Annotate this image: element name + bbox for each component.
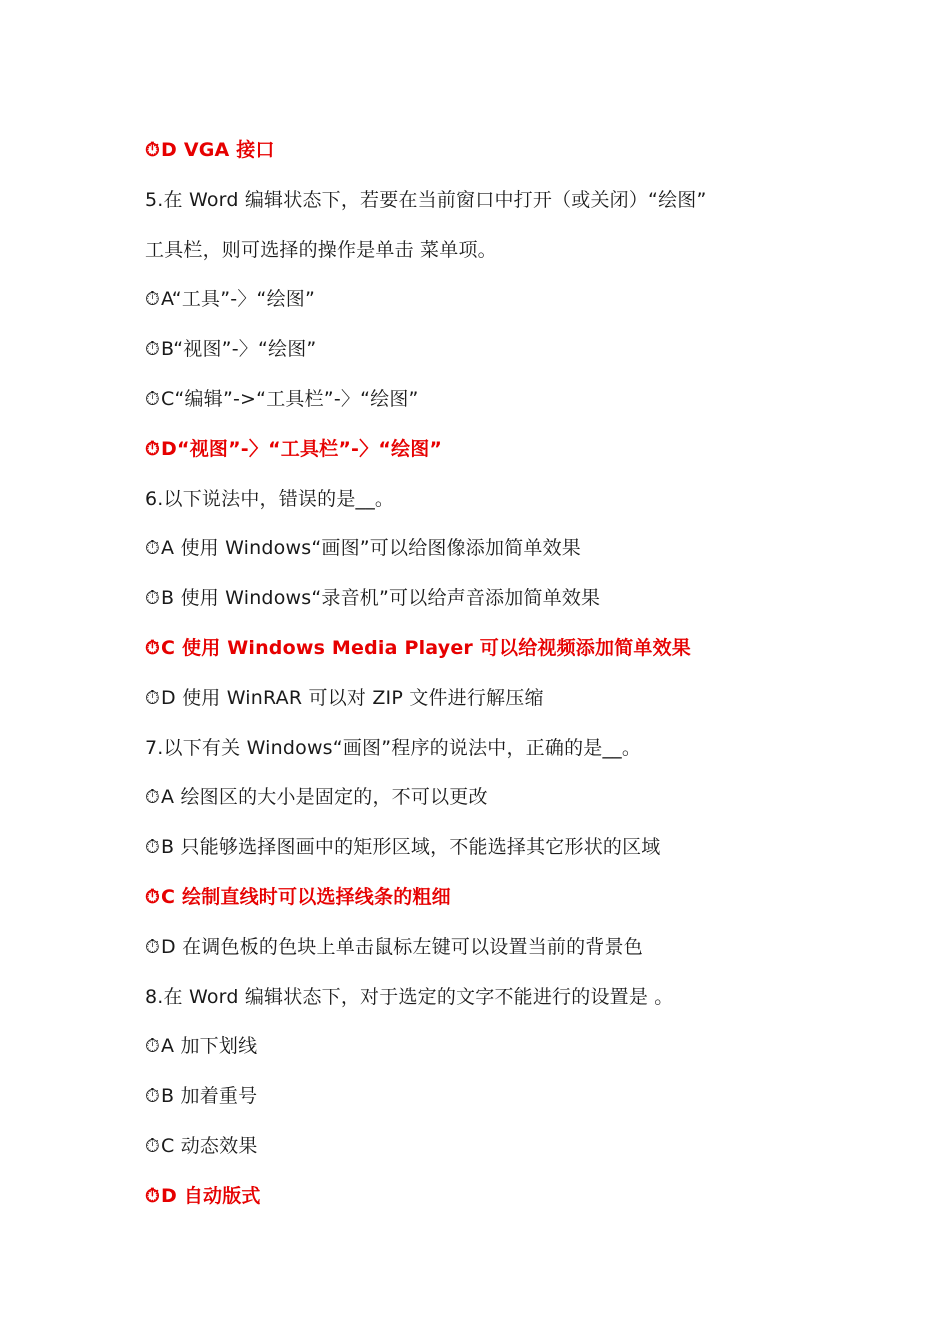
- line-text: C 使用 Windows Media Player 可以给视频添加简单效果: [161, 637, 692, 659]
- clock-icon: ⏱: [145, 139, 161, 161]
- clock-icon: ⏱: [145, 836, 161, 858]
- clock-icon: ⏱: [145, 1185, 161, 1207]
- correct-answer-option: [145, 633, 890, 663]
- answer-option: [145, 782, 890, 812]
- answer-option: [145, 1031, 890, 1061]
- question-text: [145, 235, 890, 265]
- line-text: 工具栏，则可选择的操作是单击 菜单项。: [145, 239, 497, 261]
- line-text: D VGA 接口: [161, 139, 275, 161]
- answer-option: [145, 683, 890, 713]
- correct-answer-option: [145, 135, 890, 165]
- answer-option: [145, 932, 890, 962]
- answer-option: [145, 1081, 890, 1111]
- answer-option: [145, 583, 890, 613]
- answer-option: [145, 1131, 890, 1161]
- clock-icon: ⏱: [145, 388, 161, 410]
- line-text: 7.以下有关 Windows“画图”程序的说法中，正确的是__。: [145, 737, 642, 759]
- clock-icon: ⏱: [145, 1035, 161, 1057]
- line-text: B 使用 Windows“录音机”可以给声音添加简单效果: [161, 587, 601, 609]
- clock-icon: ⏱: [145, 537, 161, 559]
- answer-option: [145, 832, 890, 862]
- line-text: D 自动版式: [161, 1185, 261, 1207]
- line-text: A 绘图区的大小是固定的，不可以更改: [161, 786, 488, 808]
- clock-icon: ⏱: [145, 687, 161, 709]
- clock-icon: ⏱: [145, 338, 161, 360]
- line-text: B 加着重号: [161, 1085, 258, 1107]
- line-text: D 在调色板的色块上单击鼠标左键可以设置当前的背景色: [161, 936, 643, 958]
- clock-icon: ⏱: [145, 786, 161, 808]
- line-text: A 加下划线: [161, 1035, 258, 1057]
- line-text: D 使用 WinRAR 可以对 ZIP 文件进行解压缩: [161, 687, 544, 709]
- clock-icon: ⏱: [145, 1135, 161, 1157]
- clock-icon: ⏱: [145, 886, 161, 908]
- line-text: B 只能够选择图画中的矩形区域，不能选择其它形状的区域: [161, 836, 661, 858]
- answer-option: [145, 533, 890, 563]
- line-text: 6.以下说法中，错误的是__。: [145, 488, 395, 510]
- line-text: C 绘制直线时可以选择线条的粗细: [161, 886, 451, 908]
- clock-icon: ⏱: [145, 288, 161, 310]
- line-text: A“工具”-〉“绘图”: [161, 288, 316, 310]
- line-text: 8.在 Word 编辑状态下，对于选定的文字不能进行的设置是 。: [145, 986, 674, 1008]
- line-text: C“编辑”->“工具栏”-〉“绘图”: [161, 388, 419, 410]
- line-text: D“视图”-〉“工具栏”-〉“绘图”: [161, 438, 443, 460]
- correct-answer-option: [145, 434, 890, 464]
- line-text: 5.在 Word 编辑状态下，若要在当前窗口中打开（或关闭）“绘图”: [145, 189, 707, 211]
- line-text: B“视图”-〉“绘图”: [161, 338, 317, 360]
- line-text: C 动态效果: [161, 1135, 258, 1157]
- question-text: [145, 484, 890, 514]
- correct-answer-option: [145, 1181, 890, 1211]
- line-text: A 使用 Windows“画图”可以给图像添加简单效果: [161, 537, 582, 559]
- correct-answer-option: [145, 882, 890, 912]
- answer-option: [145, 284, 890, 314]
- question-text: [145, 185, 890, 215]
- clock-icon: ⏱: [145, 438, 161, 460]
- question-text: [145, 982, 890, 1012]
- answer-option: [145, 334, 890, 364]
- question-text: [145, 733, 890, 763]
- clock-icon: ⏱: [145, 587, 161, 609]
- clock-icon: ⏱: [145, 637, 161, 659]
- answer-option: [145, 384, 890, 414]
- clock-icon: ⏱: [145, 936, 161, 958]
- clock-icon: ⏱: [145, 1085, 161, 1107]
